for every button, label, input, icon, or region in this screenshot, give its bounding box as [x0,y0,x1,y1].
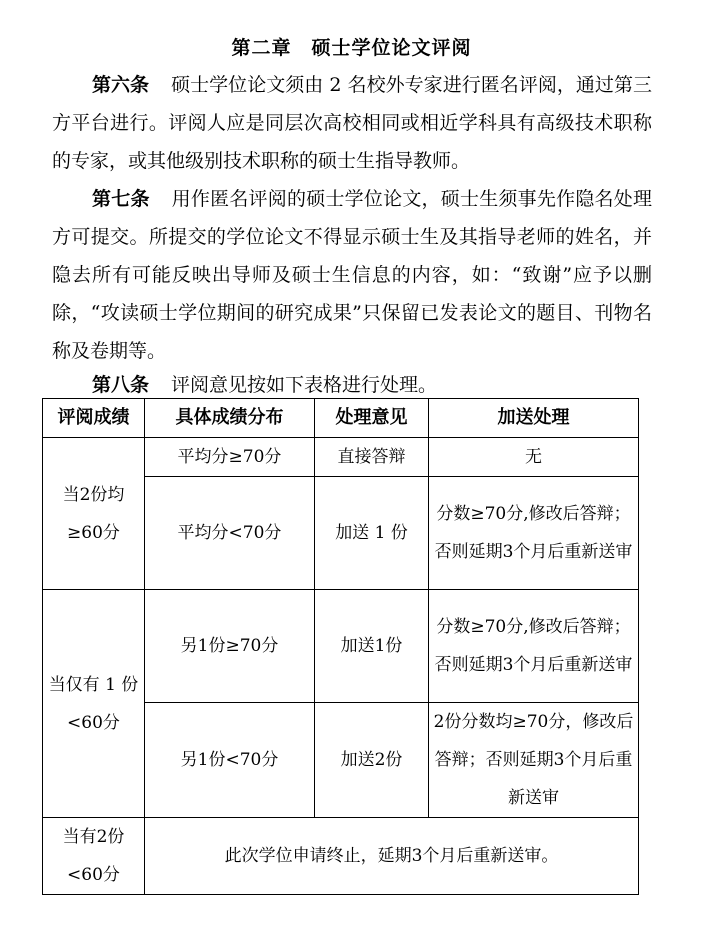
table-row [43,818,639,895]
article-7-text: 用作匿名评阅的硕士学位论文，硕士生须事先作隐名处理方可提交。所提交的学位论文不得显示硕士生及其指导老师的姓名，并隐去所有可能反映出导师及硕士生信息的内容，如：“致谢”应予以删除，“攻读硕士学位期间的研究成果”只保留已发表论文的题目、刊物名称及卷期等。 [52,188,652,362]
extra-cell: 无 [429,438,639,477]
article-7 [52,180,652,370]
opinion-cell: 加送1份 [315,590,429,703]
opinion-cell: 直接答辩 [315,438,429,477]
header-distribution: 具体成绩分布 [145,399,315,438]
extra-cell: 分数≥70分,修改后答辩；否则延期3个月后重新送审 [429,477,639,590]
distribution-cell: 平均分≥70分 [145,438,315,477]
opinion-cell: 加送 1 份 [315,477,429,590]
review-result-table [42,398,639,895]
header-extra: 加送处理 [429,399,639,438]
grade-cell-group2: 当仅有 1 份<60分 [43,590,145,818]
header-grade: 评阅成绩 [43,399,145,438]
extra-cell: 2份分数均≥70分，修改后答辩；否则延期3个月后重新送审 [429,703,639,818]
article-7-label: 第七条 [92,188,150,210]
termination-cell: 此次学位申请终止，延期3个月后重新送审。 [145,818,639,895]
distribution-cell: 另1份≥70分 [145,590,315,703]
table-header-row [43,399,639,438]
chapter-title: 第二章 硕士学位论文评阅 [231,37,472,59]
article-6-text: 硕士学位论文须由 2 名校外专家进行匿名评阅，通过第三方平台进行。评阅人应是同层次高校相同或相近学科具有高级技术职称的专家，或其他级别技术职称的硕士生指导教师。 [52,74,652,172]
opinion-cell: 加送2份 [315,703,429,818]
distribution-cell: 平均分<70分 [145,477,315,590]
grade-cell-group1: 当2份均≥60分 [43,438,145,590]
table-row [43,590,639,703]
article-8-label: 第八条 [92,374,150,396]
article-6 [52,66,652,180]
article-8-text: 评阅意见按如下表格进行处理。 [171,374,438,396]
distribution-cell: 另1份<70分 [145,703,315,818]
grade-cell-group3: 当有2份<60分 [43,818,145,895]
extra-cell: 分数≥70分,修改后答辩；否则延期3个月后重新送审 [429,590,639,703]
header-opinion: 处理意见 [315,399,429,438]
article-6-label: 第六条 [92,74,150,96]
table-row [43,438,639,477]
